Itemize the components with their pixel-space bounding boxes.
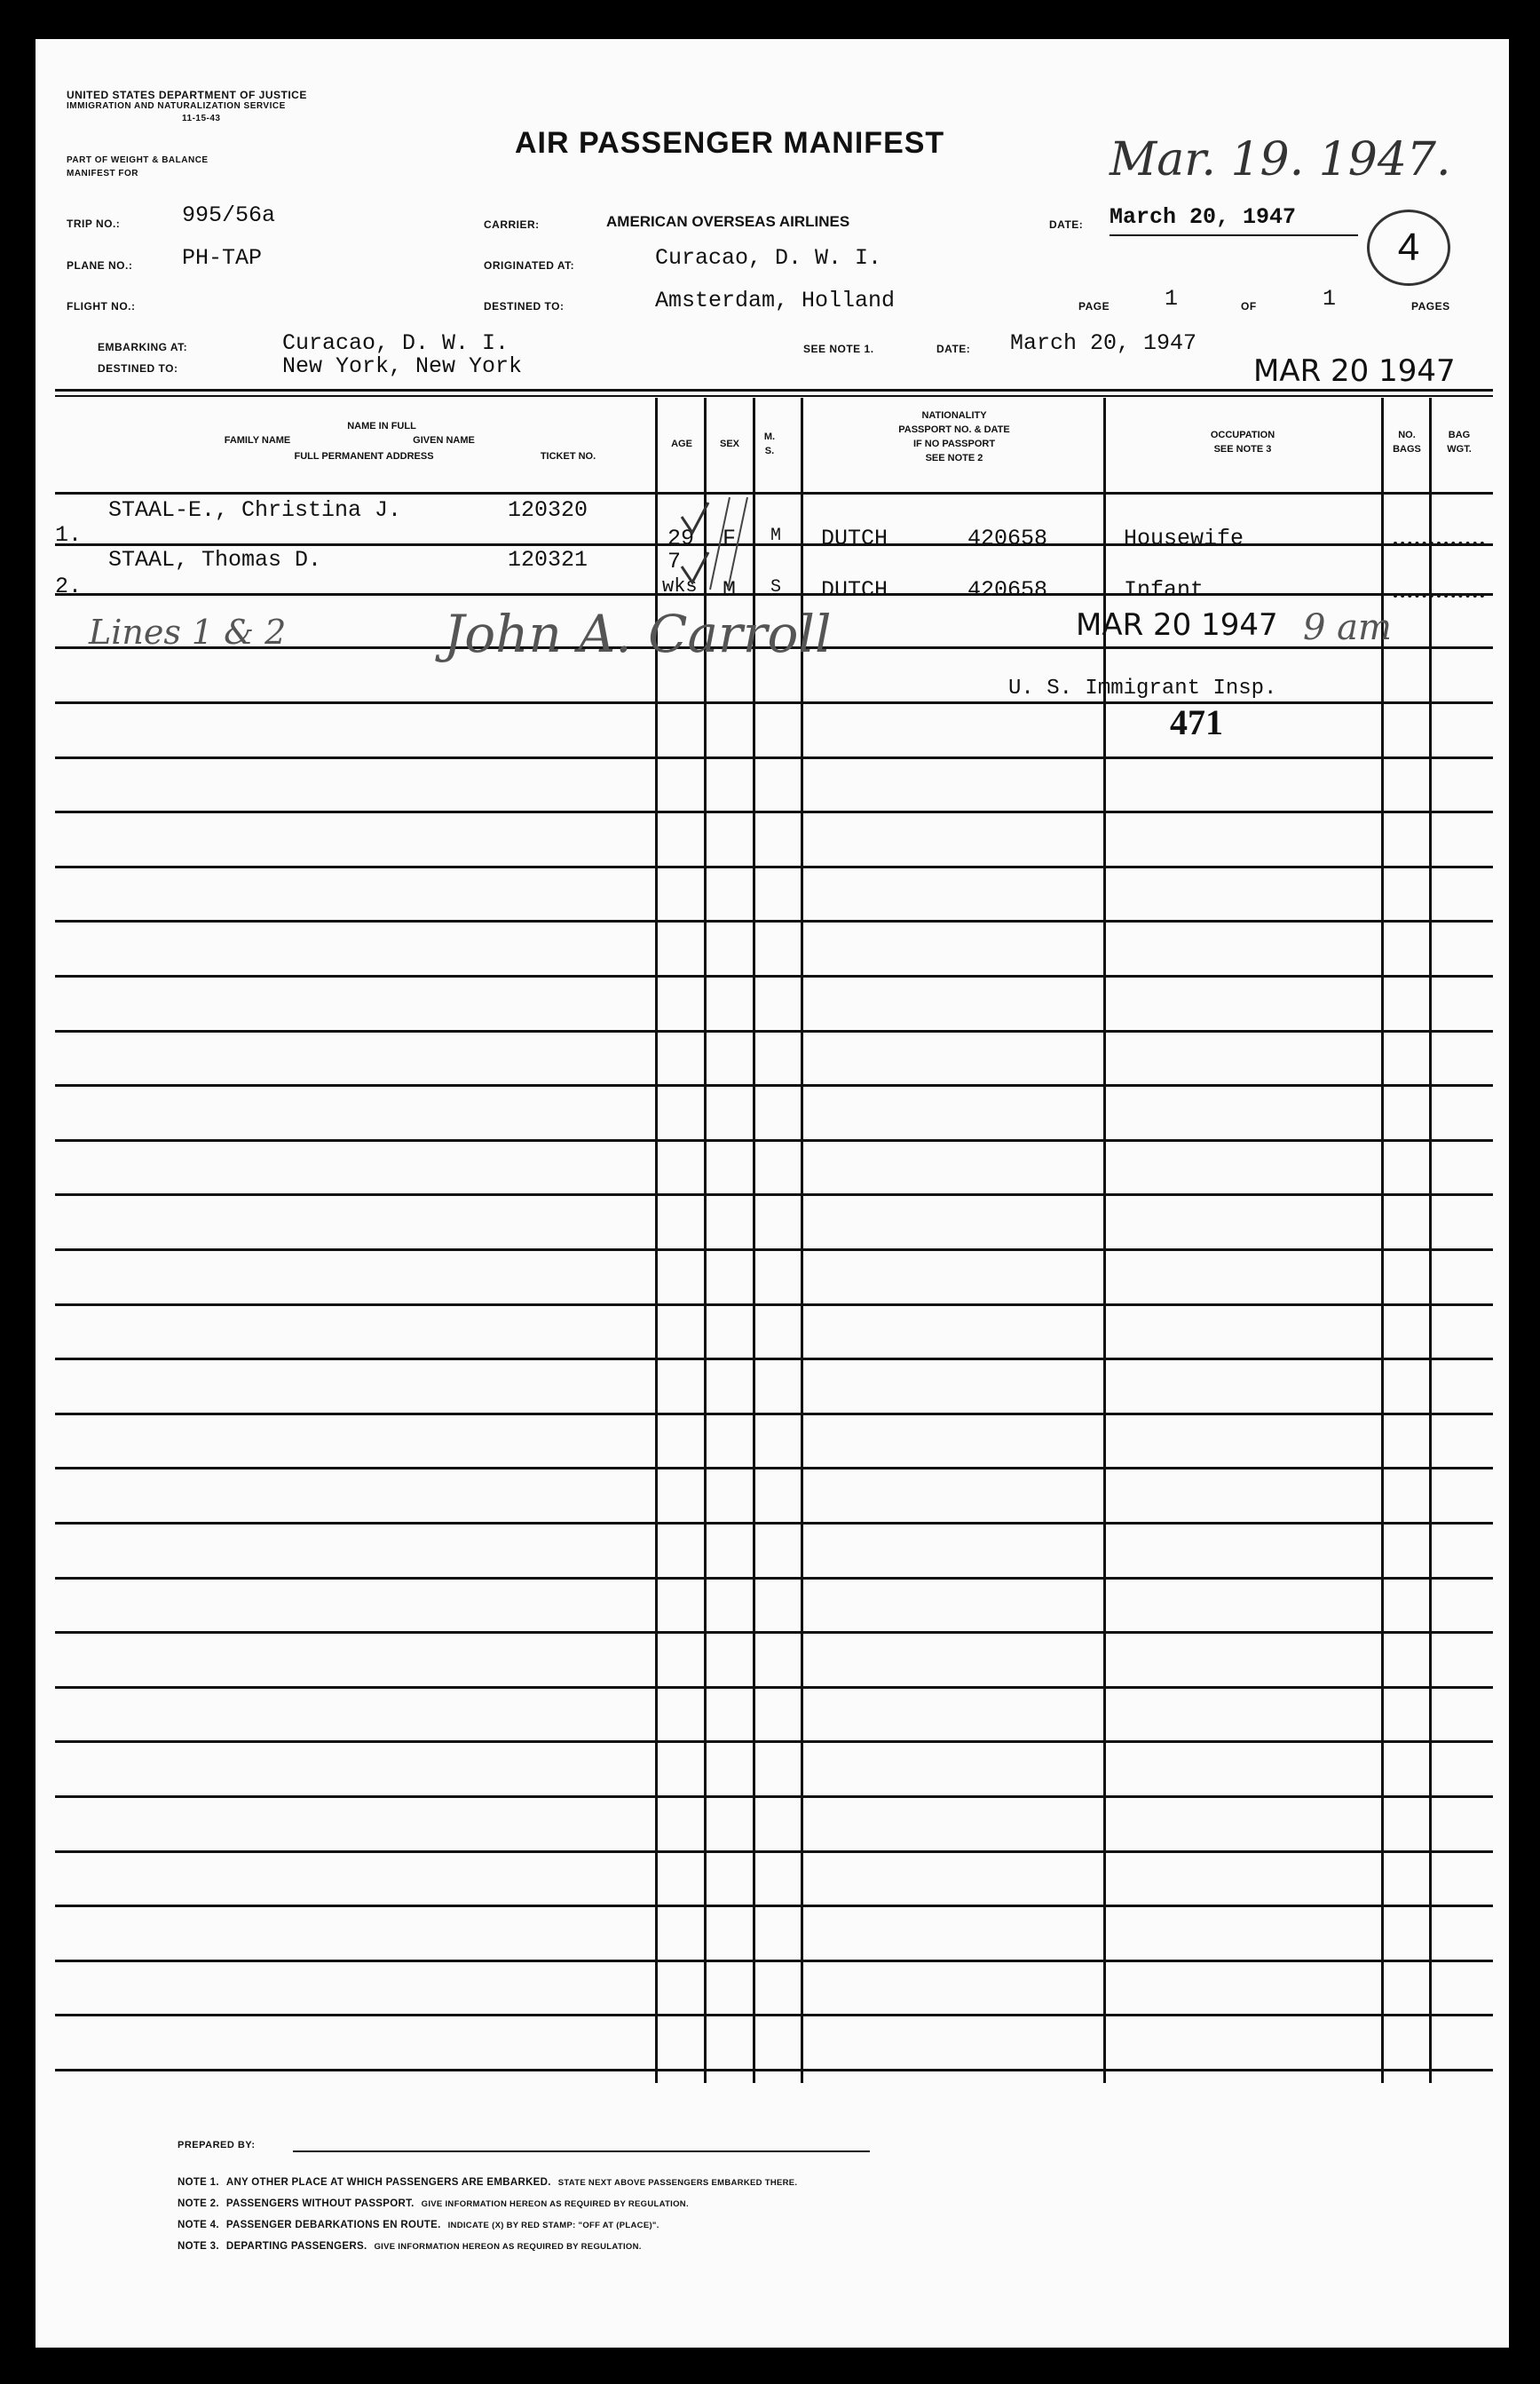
date-underline — [1110, 234, 1358, 236]
footnote-instruction: STATE NEXT ABOVE PASSENGERS EMBARKED THERE. — [557, 2178, 798, 2188]
date-stamp: MAR 20 1947 — [1253, 353, 1456, 389]
check-mark-1 — [682, 503, 708, 533]
header-rule — [55, 389, 1493, 392]
trip-no-label: TRIP NO.: — [67, 218, 121, 230]
footnote-label: NOTE 1. — [178, 2177, 219, 2188]
col-occupation: OCCUPATION — [1210, 430, 1275, 440]
of-label: OF — [1241, 300, 1257, 313]
circled-number: 4 — [1367, 210, 1450, 286]
handwritten-lines: Lines 1 & 2 — [89, 613, 287, 652]
col-see-note-2: SEE NOTE 2 — [925, 453, 983, 463]
row-rule — [55, 920, 1493, 923]
originated: Curacao, D. W. I. — [655, 245, 882, 271]
row-rule — [55, 1960, 1493, 1962]
inspector-stamp: U. S. Immigrant Insp. — [1008, 677, 1277, 701]
prepared-by-label: PREPARED BY: — [178, 2140, 256, 2150]
footnote-instruction: INDICATE (X) BY RED STAMP: "OFF AT (PLACE)". — [447, 2221, 659, 2230]
department-name: UNITED STATES DEPARTMENT OF JUSTICE — [67, 89, 307, 101]
col-no-bags: NO. — [1398, 430, 1416, 440]
row-rule — [55, 492, 1493, 495]
see-note-label: SEE NOTE 1. — [803, 343, 874, 355]
footnote-text: ANY OTHER PLACE AT WHICH PASSENGERS ARE EMBARKED. — [225, 2177, 551, 2188]
prepared-by-line — [293, 2150, 870, 2152]
row-rule — [55, 1030, 1493, 1033]
col-family-name: FAMILY NAME — [224, 435, 291, 446]
bags-dash-2 — [1394, 594, 1484, 601]
row-rule — [55, 811, 1493, 813]
row-rule — [55, 701, 1493, 704]
page-title: AIR PASSENGER MANIFEST — [515, 126, 945, 160]
date-label: DATE: — [1049, 218, 1084, 231]
row-rule — [55, 756, 1493, 759]
manifest-date: March 20, 1947 — [1110, 204, 1297, 230]
col-wgt: WGT. — [1447, 444, 1472, 455]
row-rule — [55, 1358, 1493, 1360]
flight-no-label: FLIGHT NO.: — [67, 300, 136, 313]
footnote — [178, 2177, 797, 2188]
col-age: AGE — [671, 439, 692, 449]
date2-label: DATE: — [936, 343, 971, 355]
row-rule — [55, 1686, 1493, 1689]
passenger-1-passport: 420658 — [967, 526, 1048, 551]
footnote — [178, 2220, 659, 2230]
time-mark: 9 am — [1303, 607, 1392, 648]
checkmarks — [675, 497, 763, 595]
col-nationality: NATIONALITY — [921, 410, 987, 421]
row-rule — [55, 1631, 1493, 1634]
footnote-instruction: GIVE INFORMATION HEREON AS REQUIRED BY REGULATION. — [421, 2199, 689, 2209]
footnote-text: PASSENGER DEBARKATIONS EN ROUTE. — [225, 2220, 441, 2230]
col-passport: PASSPORT NO. & DATE — [898, 424, 1010, 435]
col-marital-m: M. — [763, 432, 776, 442]
handwritten-date: Mar. 19. 1947. — [1110, 133, 1451, 186]
col-bags: BAGS — [1393, 444, 1421, 455]
row-rule — [55, 1084, 1493, 1087]
passenger-1-number: 1. — [55, 522, 83, 548]
carrier: AMERICAN OVERSEAS AIRLINES — [606, 213, 850, 230]
inspector-number: 471 — [1170, 702, 1223, 742]
part-of-label: PART OF WEIGHT & BALANCE — [67, 155, 209, 165]
col-bag-wgt: BAG — [1448, 430, 1471, 440]
col-address: FULL PERMANENT ADDRESS — [294, 451, 434, 462]
manifest-for-label: MANIFEST FOR — [67, 169, 138, 178]
row-rule — [55, 1740, 1493, 1743]
passenger-2-name: STAAL, Thomas D. — [108, 547, 322, 573]
bags-dash-1 — [1394, 542, 1484, 549]
row-rule — [55, 1577, 1493, 1580]
pages-total: 1 — [1323, 286, 1337, 312]
passenger-1-name: STAAL-E., Christina J. — [108, 497, 402, 523]
passenger-2-nationality: DUTCH — [821, 577, 888, 603]
trip-no: 995/56a — [182, 202, 276, 228]
passenger-2-occupation: Infant — [1124, 577, 1204, 603]
check-slash — [710, 497, 730, 590]
footnote-label: NOTE 3. — [178, 2241, 219, 2252]
col-see-note-3: SEE NOTE 3 — [1213, 444, 1272, 455]
passenger-2-passport: 420658 — [967, 577, 1048, 603]
passenger-2-marital: S — [770, 577, 782, 598]
col-divider-occupation — [1103, 398, 1106, 2083]
row-rule — [55, 1795, 1493, 1798]
signature: John A. Carroll — [444, 604, 832, 664]
passenger-1-sex: F — [723, 526, 737, 551]
passenger-2-sex: M — [723, 577, 737, 603]
carrier-label: CARRIER: — [484, 218, 540, 231]
pages-label: PAGES — [1411, 300, 1450, 313]
page-number: 1 — [1165, 286, 1179, 312]
footnote — [178, 2241, 642, 2252]
row-rule — [55, 1850, 1493, 1853]
footnote — [178, 2198, 689, 2209]
destined2-place: New York, New York — [282, 353, 523, 379]
check-slash-2 — [728, 497, 747, 590]
passenger-1-marital: M — [770, 526, 782, 546]
passenger-1-ticket: 120320 — [508, 497, 588, 523]
footnote-instruction: GIVE INFORMATION HEREON AS REQUIRED BY REGULATION. — [374, 2242, 642, 2252]
row-rule — [55, 1467, 1493, 1469]
passenger-1-occupation: Housewife — [1124, 526, 1244, 551]
service-name: IMMIGRATION AND NATURALIZATION SERVICE — [67, 101, 286, 111]
originated-label: ORIGINATED AT: — [484, 259, 575, 272]
plane-no-label: PLANE NO.: — [67, 259, 133, 272]
destined: Amsterdam, Holland — [655, 288, 896, 313]
passenger-2-number: 2. — [55, 574, 83, 599]
col-sex: SEX — [719, 439, 739, 449]
footnote-label: NOTE 2. — [178, 2198, 219, 2209]
embarking-place: Curacao, D. W. I. — [282, 330, 509, 356]
col-marital-s: S. — [764, 446, 775, 456]
passenger-1-age: 29 — [667, 526, 695, 551]
col-ticket: TICKET NO. — [540, 451, 596, 462]
col-divider-wgt — [1429, 398, 1432, 2083]
form-number: 11-15-43 — [182, 114, 221, 123]
row-rule — [55, 1193, 1493, 1196]
check-mark-2 — [682, 552, 708, 582]
row-rule — [55, 866, 1493, 868]
passenger-2-age: 7 — [667, 549, 682, 574]
plane-no: PH-TAP — [182, 245, 263, 271]
row-date-stamp: MAR 20 1947 — [1076, 607, 1278, 643]
row-rule — [55, 1413, 1493, 1415]
footnote-text: DEPARTING PASSENGERS. — [225, 2241, 367, 2252]
row-rule — [55, 1248, 1493, 1251]
page-label: PAGE — [1078, 300, 1110, 313]
row-rule — [55, 1303, 1493, 1306]
row-rule — [55, 2014, 1493, 2016]
passenger-1-nationality: DUTCH — [821, 526, 888, 551]
destined-label: DESTINED TO: — [484, 300, 565, 313]
footnote-text: PASSENGERS WITHOUT PASSPORT. — [225, 2198, 415, 2209]
row-rule — [55, 1905, 1493, 1907]
footnote-label: NOTE 4. — [178, 2220, 219, 2230]
passenger-2-ticket: 120321 — [508, 547, 588, 573]
row-rule — [55, 1522, 1493, 1525]
row-rule — [55, 1139, 1493, 1142]
passenger-2-age-unit: wks — [662, 575, 698, 598]
embark-date: March 20, 1947 — [1010, 330, 1197, 356]
col-no-passport: IF NO PASSPORT — [912, 439, 996, 449]
col-name-in-full: NAME IN FULL — [347, 421, 416, 432]
col-divider-bags — [1381, 398, 1384, 2083]
header-rule-2 — [55, 395, 1493, 397]
destined2-label: DESTINED TO: — [98, 362, 178, 375]
col-given-name: GIVEN NAME — [413, 435, 475, 446]
embarking-label: EMBARKING AT: — [98, 341, 188, 353]
row-rule — [55, 2069, 1493, 2071]
row-rule — [55, 975, 1493, 978]
